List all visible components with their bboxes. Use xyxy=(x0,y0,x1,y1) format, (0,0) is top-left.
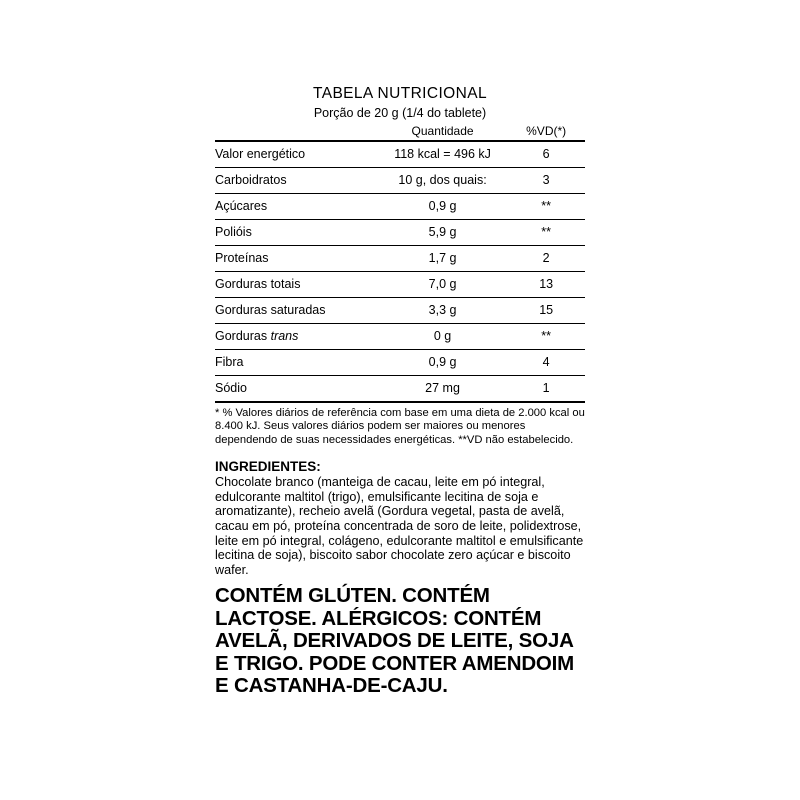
ingredients-title: INGREDIENTES: xyxy=(215,459,321,475)
table-row xyxy=(215,141,585,168)
table-row xyxy=(215,220,585,246)
row-label: Fibra xyxy=(215,350,378,376)
row-quantity: 5,9 g xyxy=(378,220,508,246)
allergen-warning: CONTÉM GLÚTEN. CONTÉM LACTOSE. ALÉRGICOS: CONTÉM AVELÃ, DERIVADOS DE LEITE, SOJA E TRIGO. PODE CONTER AMENDOIM E CASTANHA-DE-CAJU. xyxy=(215,584,575,698)
row-vd: ** xyxy=(507,324,585,350)
header-percent-vd: %VD(*) xyxy=(526,124,567,138)
row-quantity: 7,0 g xyxy=(378,272,508,298)
table-row xyxy=(215,272,585,298)
row-label-text: Gorduras xyxy=(215,329,271,343)
row-quantity: 0 g xyxy=(378,324,508,350)
table-footnote: * % Valores diários de referência com base em uma dieta de 2.000 kcal ou 8.400 kJ. Seus valores diários podem ser maiores ou menores dependendo de suas necessidades energéticas. **VD não estabelecido. xyxy=(215,407,585,446)
row-vd: ** xyxy=(507,220,585,246)
header-nutrient xyxy=(215,124,378,138)
row-quantity: 27 mg xyxy=(378,376,508,403)
table-row xyxy=(215,246,585,272)
row-vd: 1 xyxy=(507,376,585,403)
row-vd: 4 xyxy=(507,350,585,376)
ingredients-text: Chocolate branco (manteiga de cacau, leite em pó integral, edulcorante maltitol (trigo), emulsificante lecitina de soja e aromatizante), recheio avelã (Gordura vegetal, pasta de avelã, cacau em pó, proteína concentrada de soro de leite, polidextrose, leite em pó integral, colágeno, edulcorante maltitol e emulsificante lecitina de soja), biscoito sabor chocolate zero açúcar e biscoito wafer. xyxy=(215,475,584,577)
serving-size-text: Porção de 20 g (1/4 do tablete) xyxy=(313,106,487,120)
row-vd: 6 xyxy=(507,141,585,168)
row-vd: 15 xyxy=(507,298,585,324)
row-label xyxy=(215,324,378,350)
row-vd: 3 xyxy=(507,168,585,194)
row-label: Polióis xyxy=(215,220,378,246)
row-label-italic: trans xyxy=(270,329,299,343)
row-vd: ** xyxy=(507,194,585,220)
row-quantity: 0,9 g xyxy=(378,350,508,376)
row-quantity: 3,3 g xyxy=(378,298,508,324)
row-vd: 2 xyxy=(507,246,585,272)
row-label: Valor energético xyxy=(215,141,378,168)
row-label: Carboidratos xyxy=(215,168,378,194)
table-row xyxy=(215,324,585,350)
table-row xyxy=(215,194,585,220)
row-label: Sódio xyxy=(215,376,378,403)
row-label: Proteínas xyxy=(215,246,378,272)
nutrition-label xyxy=(215,85,585,698)
row-quantity: 1,7 g xyxy=(378,246,508,272)
table-row xyxy=(215,376,585,403)
table-header-row xyxy=(215,124,585,138)
row-label: Gorduras totais xyxy=(215,272,378,298)
row-quantity: 118 kcal = 496 kJ xyxy=(378,141,508,168)
row-vd: 13 xyxy=(507,272,585,298)
page-title: TABELA NUTRICIONAL xyxy=(312,85,487,102)
row-quantity: 10 g, dos quais: xyxy=(378,168,508,194)
nutrition-table xyxy=(215,124,585,403)
row-label: Gorduras saturadas xyxy=(215,298,378,324)
table-row xyxy=(215,298,585,324)
header-quantity: Quantidade xyxy=(411,124,474,138)
row-quantity: 0,9 g xyxy=(378,194,508,220)
row-label: Açúcares xyxy=(215,194,378,220)
table-row xyxy=(215,168,585,194)
table-row xyxy=(215,350,585,376)
